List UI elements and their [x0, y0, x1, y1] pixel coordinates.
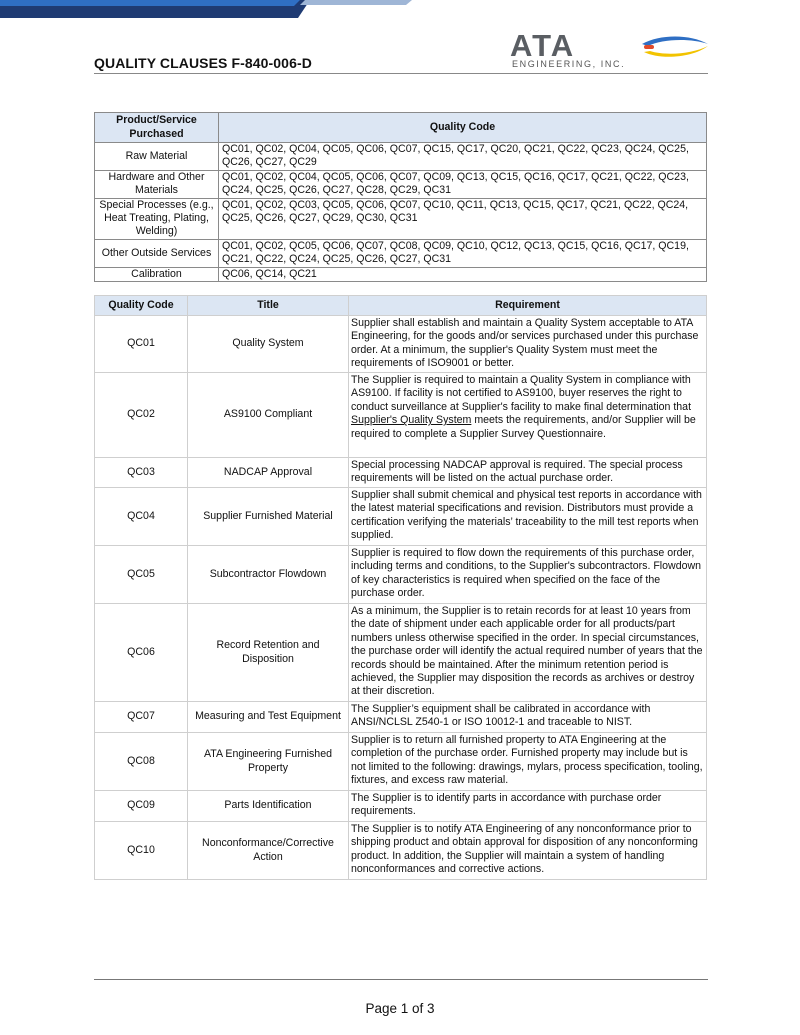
clause-requirement: The Supplier is to identify parts in accordance with purchase order requirements. — [349, 791, 707, 822]
clause-title: Supplier Furnished Material — [188, 488, 349, 546]
clause-code: QC10 — [95, 822, 188, 880]
clause-title: Parts Identification — [188, 791, 349, 822]
clause-requirement: As a minimum, the Supplier is to retain records for at least 10 years from the date of shipment under each applicable order for all products/part numbers unless otherwise specified in the order. In special circumstances, the purchase order will identify the actual required number of years that the records should be maintained. After the minimum retention period is achieved, the Supplier may disposition the records as archives or destroy at their discretion. — [349, 604, 707, 702]
codes-cell: QC01, QC02, QC04, QC05, QC06, QC07, QC09, QC13, QC15, QC16, QC17, QC21, QC22, QC23, QC24, QC25, QC26, QC27, QC28, QC29, QC31 — [219, 170, 707, 198]
footer-rule — [94, 979, 708, 980]
table-row — [95, 143, 707, 171]
column-header-product: Product/Service Purchased — [95, 113, 219, 143]
table-row — [95, 488, 707, 546]
header-rule — [94, 73, 708, 74]
requirement-text: The Supplier is required to maintain a Quality System in compliance with AS9100. If facility is not certified to AS9100, buyer reserves the right to conduct surveillance at Supplier's facility to make final determination that — [351, 374, 692, 413]
table-row — [95, 198, 707, 239]
clause-requirement: Special processing NADCAP approval is required. The special process requirements will be listed on the actual purchase order. — [349, 458, 707, 488]
clause-requirement: The Supplier’s equipment shall be calibrated in accordance with ANSI/NCLSL Z540-1 or ISO 10012-1 and traceable to NIST. — [349, 702, 707, 733]
table-row — [95, 267, 707, 281]
clause-title: Record Retention and Disposition — [188, 604, 349, 702]
clause-requirement: Supplier shall establish and maintain a Quality System acceptable to ATA Engineering, for the goods and/or services purchased under this purchase order. At a minimum, the supplier's Quality System must meet the requirements of ISO9001 or better. — [349, 316, 707, 373]
table-row — [95, 702, 707, 733]
table-row — [95, 170, 707, 198]
table-row — [95, 458, 707, 488]
table-row — [95, 546, 707, 604]
column-header-requirement: Requirement — [349, 296, 707, 316]
clause-code: QC02 — [95, 373, 188, 458]
clause-title: NADCAP Approval — [188, 458, 349, 488]
clause-title: Nonconformance/Corrective Action — [188, 822, 349, 880]
table-row — [95, 373, 707, 458]
codes-cell: QC01, QC02, QC05, QC06, QC07, QC08, QC09, QC10, QC12, QC13, QC15, QC16, QC17, QC19, QC21, QC22, QC24, QC25, QC26, QC27, QC31 — [219, 239, 707, 267]
document-title: QUALITY CLAUSES F-840-006-D — [94, 55, 312, 71]
table-row — [95, 791, 707, 822]
quality-clauses-table — [94, 295, 707, 880]
codes-cell: QC01, QC02, QC03, QC05, QC06, QC07, QC10, QC11, QC13, QC15, QC17, QC21, QC22, QC24, QC25, QC26, QC27, QC29, QC30, QC31 — [219, 198, 707, 239]
clause-title: Measuring and Test Equipment — [188, 702, 349, 733]
clause-requirement: Supplier is required to flow down the requirements of this purchase order, including terms and conditions, to the Supplier's subcontractors. Flowdown of key characteristics is required when specified on the face of the purchase order. — [349, 546, 707, 604]
logo-wordmark: ATA — [510, 30, 576, 63]
clause-code: QC01 — [95, 316, 188, 373]
requirement-text: meets the requirements, and/or Supplier will be required to complete a Supplier Survey Questionnaire. — [351, 414, 696, 440]
table-row — [95, 822, 707, 880]
clause-requirement: The Supplier is to notify ATA Engineering of any nonconformance prior to shipping product and obtain approval for disposition of any nonconforming product. In addition, the Supplier will maintain a system of handling nonconformances and corrective actions. — [349, 822, 707, 880]
clause-code: QC05 — [95, 546, 188, 604]
clause-requirement: Supplier shall submit chemical and physical test reports in accordance with the latest material specifications and revision. Distributors must provide a certification verifying the materials’ traceability to the mill test reports when supplied. — [349, 488, 707, 546]
table-row — [95, 316, 707, 373]
column-header-code: Quality Code — [95, 296, 188, 316]
codes-cell: QC01, QC02, QC04, QC05, QC06, QC07, QC15, QC17, QC20, QC21, QC22, QC23, QC24, QC25, QC26, QC27, QC29 — [219, 143, 707, 171]
clause-code: QC03 — [95, 458, 188, 488]
quality-system-link[interactable]: Supplier's Quality System — [351, 414, 472, 427]
clause-requirement — [349, 373, 707, 458]
clause-code: QC04 — [95, 488, 188, 546]
table-row — [95, 733, 707, 791]
codes-cell: QC06, QC14, QC21 — [219, 267, 707, 281]
clause-title: Quality System — [188, 316, 349, 373]
clause-code: QC08 — [95, 733, 188, 791]
clause-requirement: Supplier is to return all furnished property to ATA Engineering at the completion of the purchase order. Furnished property may include but is not limited to the following: drawings, mylars, process specification, tooling, fixtures, and excess raw material. — [349, 733, 707, 791]
product-cell: Other Outside Services — [95, 239, 219, 267]
clause-title: Subcontractor Flowdown — [188, 546, 349, 604]
header-stripe — [0, 0, 420, 18]
product-cell: Special Processes (e.g., Heat Treating, Plating, Welding) — [95, 198, 219, 239]
clause-title: ATA Engineering Furnished Property — [188, 733, 349, 791]
product-cell: Hardware and Other Materials — [95, 170, 219, 198]
product-cell: Raw Material — [95, 143, 219, 171]
table-row — [95, 239, 707, 267]
column-header-quality-code: Quality Code — [219, 113, 707, 143]
product-cell: Calibration — [95, 267, 219, 281]
column-header-title: Title — [188, 296, 349, 316]
purchased-items-table — [94, 112, 707, 282]
clause-code: QC09 — [95, 791, 188, 822]
clause-title: AS9100 Compliant — [188, 373, 349, 458]
table-row — [95, 604, 707, 702]
logo-subtext: ENGINEERING, INC. — [512, 59, 626, 69]
clause-code: QC06 — [95, 604, 188, 702]
clause-code: QC07 — [95, 702, 188, 733]
page-number: Page 1 of 3 — [365, 1001, 435, 1016]
